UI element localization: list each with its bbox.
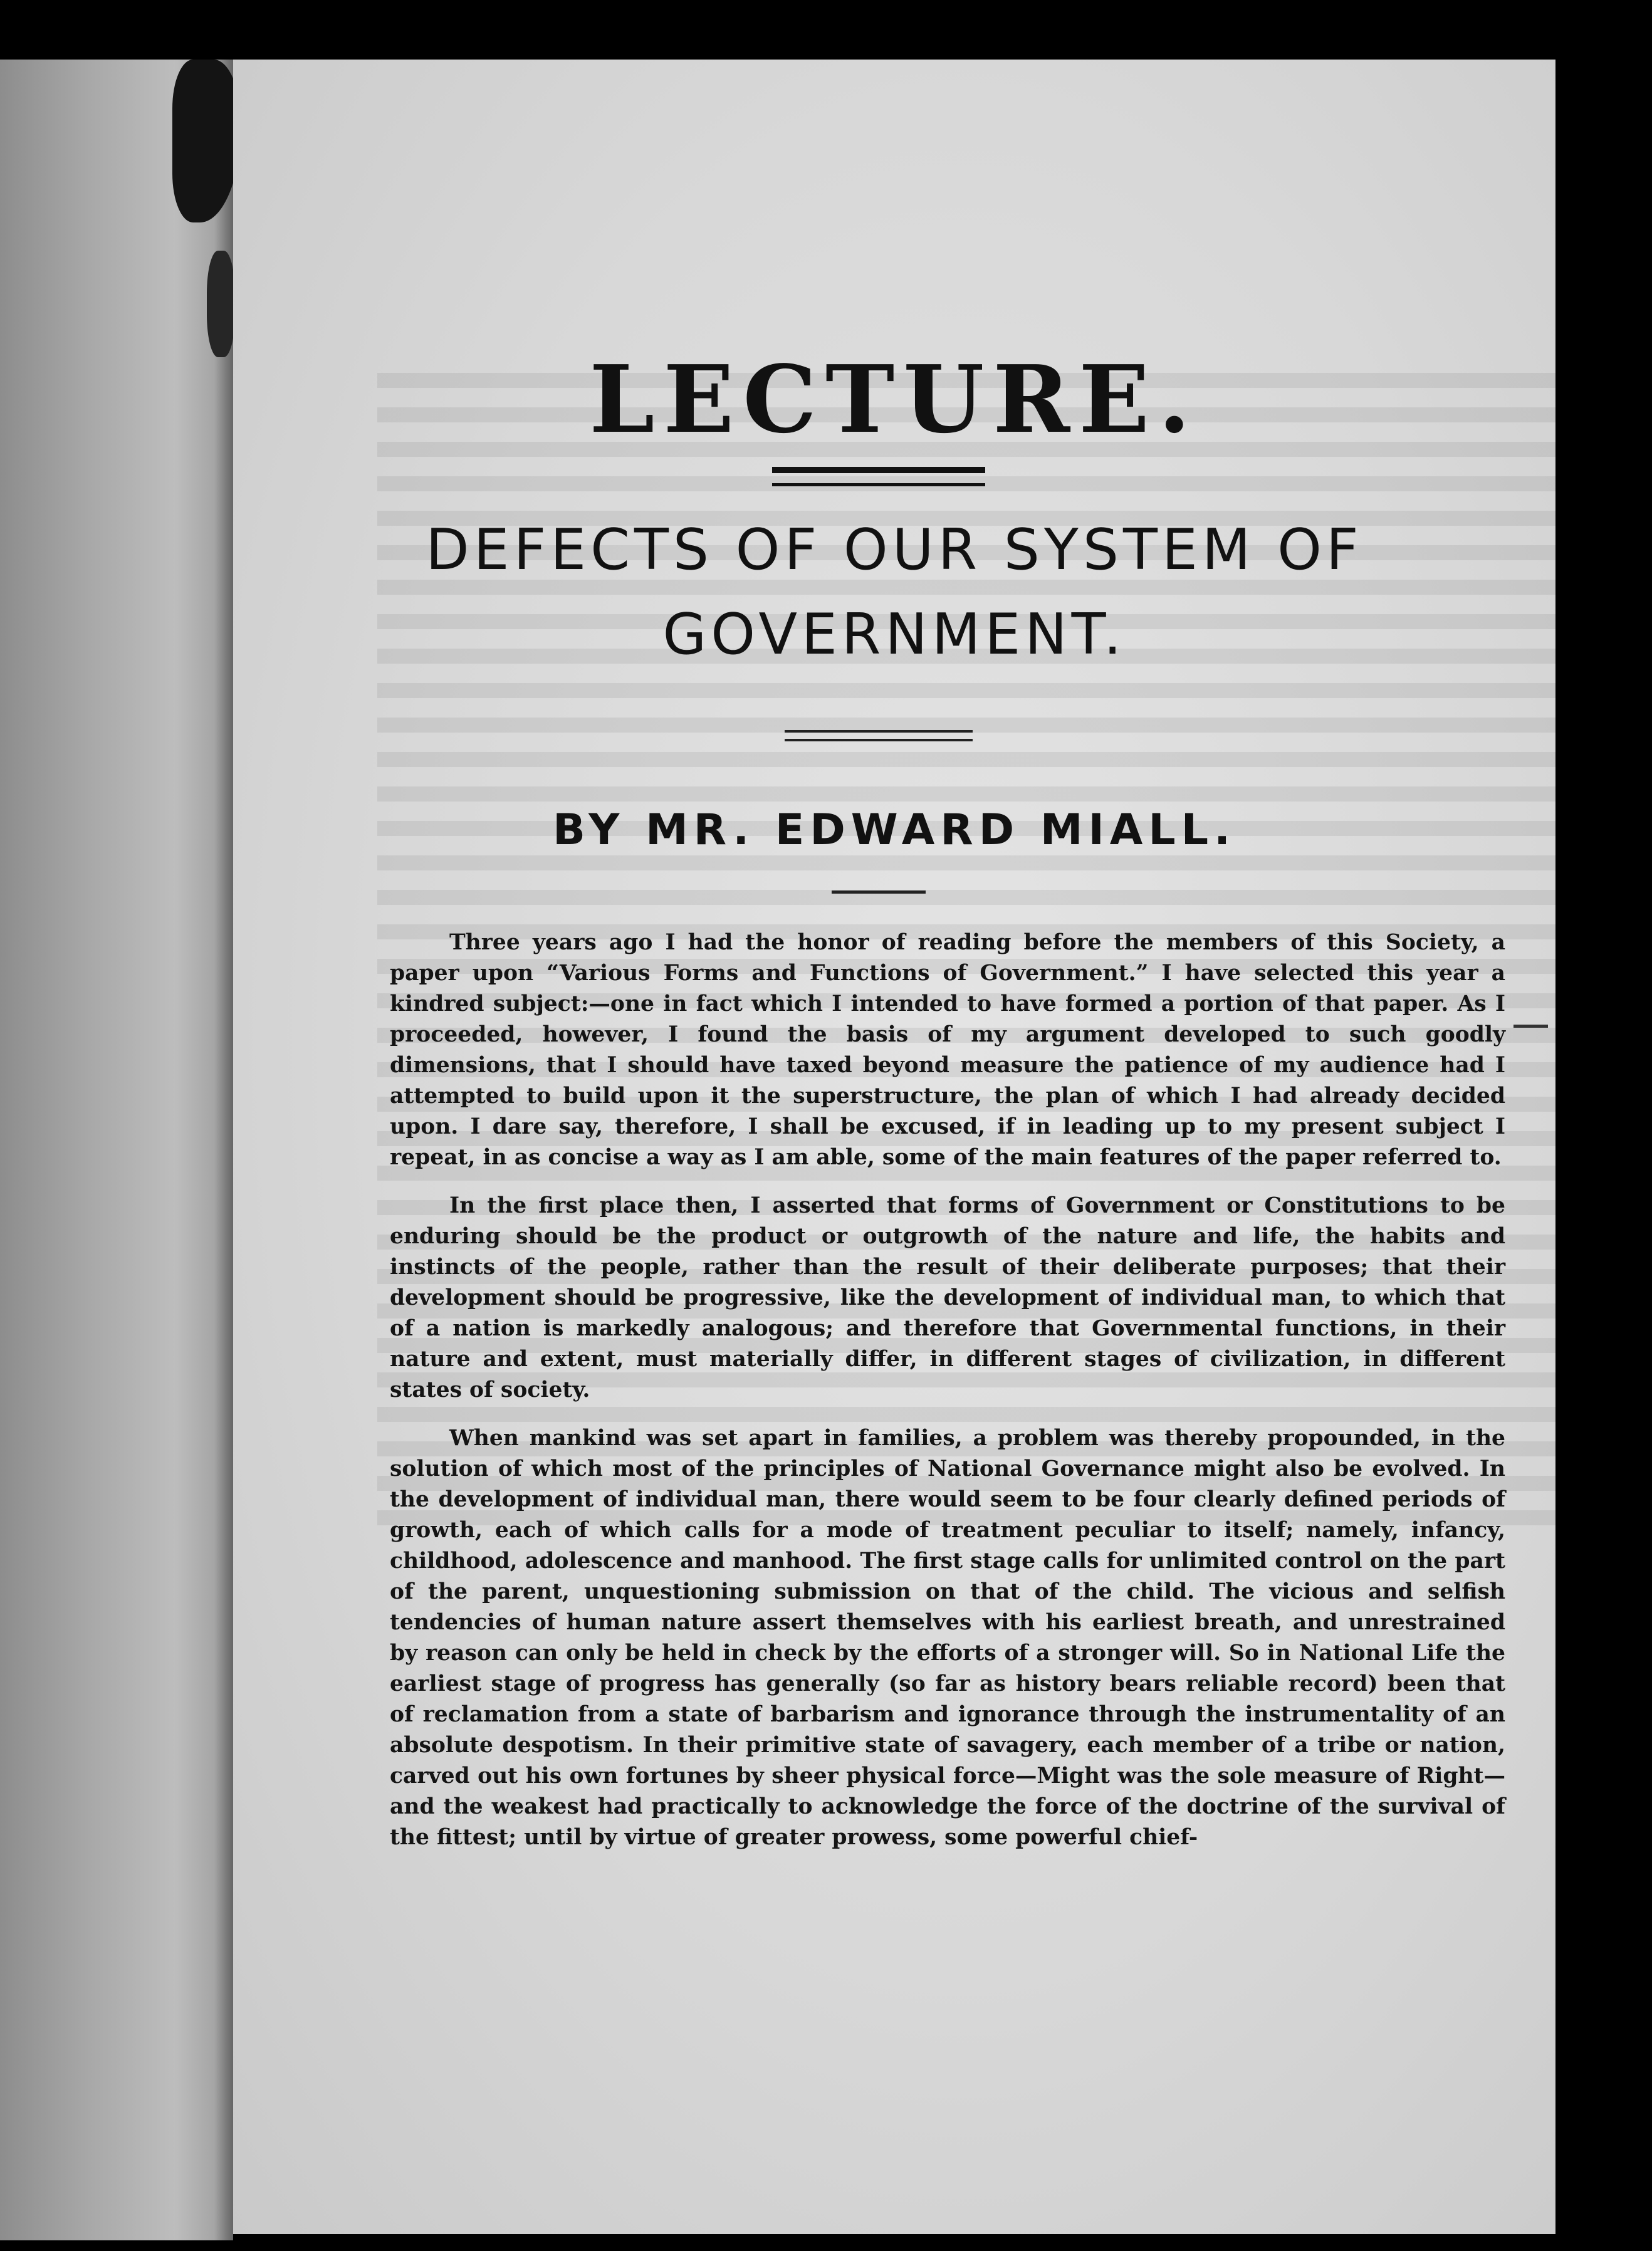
author-byline: BY MR. EDWARD MIALL. — [553, 805, 1236, 855]
paragraph: When mankind was set apart in families, a problem was thereby propounded, in the solution of which most of the principles of National Governance might also be evolved. In the development of individual man, there would seem to be four clearly defined periods of growth, each of which calls for a mode of treatment peculiar to itself; namely, infancy, childhood, adolescence and manhood. The first stage calls for unlimited control on the part of the parent, unquestioning submission on that of the child. The vicious and selfish tendencies of human nature assert themselves with his earliest breath, and unrestrained by reason can only be held in check by the efforts of a stronger will. So in National Life the earliest stage of progress has generally (so far as history bears reliable record) been that of reclamation from a state of barbarism and ignorance through the instrumentality of an absolute despotism. In their primitive state of savagery, each member of a tribe or nation, carved out his own fortunes by sheer physical force—Might was the sole measure of Right—and the weakest had practically to acknowledge the force of the doctrine of the survival of the fittest; until by virtue of greater prowess, some powerful chief- — [390, 1425, 1505, 1850]
lecture-heading: LECTURE. — [589, 345, 1200, 454]
decorative-rule — [772, 467, 985, 486]
binding-damage — [207, 251, 235, 357]
body-text — [390, 927, 1505, 1871]
decorative-rule — [832, 890, 926, 894]
decorative-rule — [785, 730, 973, 741]
paragraph: In the first place then, I asserted that forms of Government or Constitutions to be enduring should be the product or outgrowth of the nature and life, the habits and instincts of the people, rather than the result of their deliberate purposes; that their development should be progressive, like the development of individual man, to which that of a nation is markedly analogous; and therefore that Governmental functions, in their nature and extent, must materially differ, in different stages of civilization, in different states of society. — [390, 1193, 1505, 1402]
margin-mark — [1513, 1025, 1548, 1028]
lecture-title-line-1: DEFECTS OF OUR SYSTEM OF — [426, 517, 1363, 583]
paragraph: Three years ago I had the honor of reading before the members of this Society, a paper upon “Various Forms and Functions of Government.” I have selected this year a kindred subject:—one in fact which I intended to have formed a portion of that paper. As I proceeded, however, I found the basis of my argument developed to such goodly dimensions, that I should have taxed beyond measure the patience of my audience had I attempted to build upon it the superstructure, the plan of which I had already decided upon. I dare say, therefore, I shall be excused, if in leading up to my present subject I repeat, in as concise a way as I am able, some of the main features of the paper referred to. — [390, 930, 1505, 1170]
page — [233, 60, 1555, 2234]
lecture-title-line-2: GOVERNMENT. — [662, 602, 1126, 667]
facing-page-edge — [0, 60, 233, 2240]
